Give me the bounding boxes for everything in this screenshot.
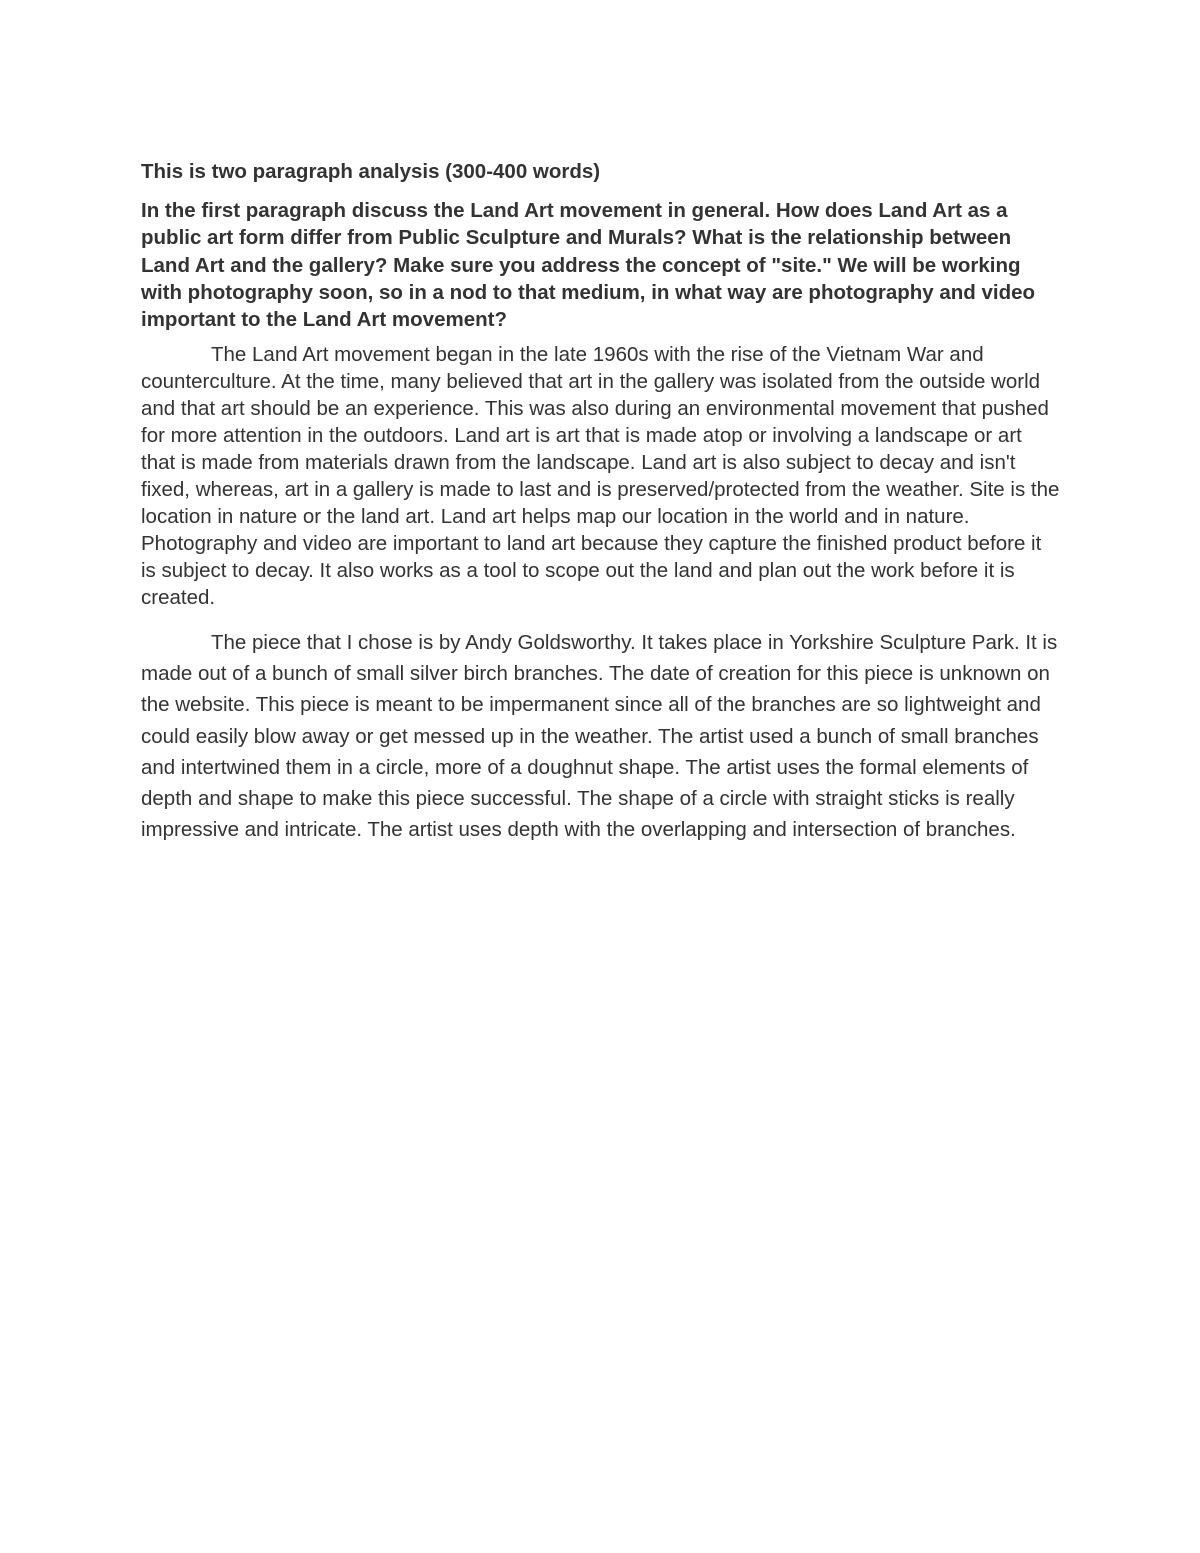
document-body <box>141 158 1061 845</box>
assignment-heading: This is two paragraph analysis (300-400 words) <box>141 160 601 183</box>
analysis-paragraph-2: The piece that I chose is by Andy Goldsworthy. It takes place in Yorkshire Sculpture Park. It is made out of a bunch of small silver birch branches. The date of creation for this piece is unknown on the website. This piece is meant to be impermanent since all of the branches are so lightweight and could easily blow away or get messed up in the weather. The artist used a bunch of small branches and intertwined them in a circle, more of a doughnut shape. The artist uses the formal elements of depth and shape to make this piece successful. The shape of a circle with straight sticks is really impressive and intricate. The artist uses depth with the overlapping and intersection of branches. <box>141 631 1058 841</box>
analysis-paragraph-1: The Land Art movement began in the late 1960s with the rise of the Vietnam War and counterculture. At the time, many believed that art in the gallery was isolated from the outside world and that art should be an experience. This was also during an environmental movement that pushed for more attention in the outdoors. Land art is art that is made atop or involving a landscape or art that is made from materials drawn from the landscape. Land art is also subject to decay and isn't fixed, whereas, art in a gallery is made to last and is preserved/protected from the weather. Site is the location in nature or the land art. Land art helps map our location in the world and in nature. Photography and video are important to land art because they capture the finished product before it is subject to decay. It also works as a tool to scope out the land and plan out the work before it is created. <box>141 343 1060 610</box>
assignment-prompt: In the first paragraph discuss the Land Art movement in general. How does Land Art as a public art form differ from Public Sculpture and Murals? What is the relationship between Land Art and the gallery? Make sure you address the concept of "site." We will be working with photography soon, so in a nod to that medium, in what way are photography and video important to the Land Art movement? <box>141 199 1036 332</box>
